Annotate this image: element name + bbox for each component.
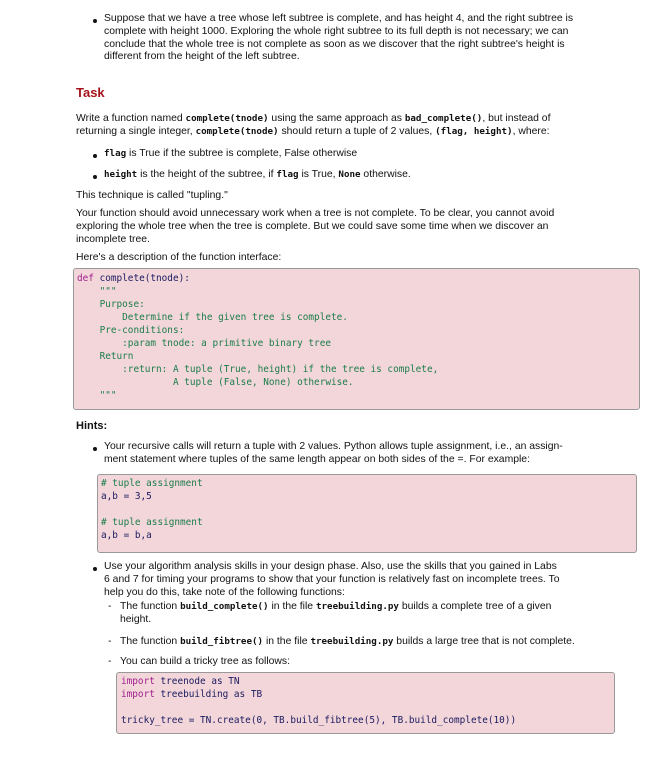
- inline-code: bad_complete(): [404, 113, 483, 124]
- text: , but instead of: [482, 113, 551, 124]
- code-line: a,b = b,a: [101, 530, 152, 541]
- code-line: """: [77, 286, 117, 297]
- text-line: 6 and 7 for timing your programs to show that your function is relatively fast on incomplete trees. To: [104, 573, 560, 585]
- text-line: help you do this, take note of the following functions:: [104, 586, 345, 598]
- tuple-code: [101, 477, 203, 542]
- inline-code: None: [338, 169, 361, 180]
- hint-1-text: [104, 441, 563, 467]
- inline-code: build_fibtree(): [180, 636, 264, 647]
- text-line: [120, 601, 551, 614]
- tupling-note: This technique is called "tupling.": [76, 190, 228, 201]
- code-line: Purpose:: [77, 299, 145, 310]
- text-line: Your recursive calls will return a tuple with 2 values. Python allows tuple assignment, i.e., an assign-: [104, 441, 563, 452]
- text: is the height of the subtree, if: [137, 169, 277, 180]
- text-line: ment statement where tuples of the same length appear on both sides of the =. For example:: [104, 453, 530, 465]
- intro-bullet-text: [104, 13, 573, 64]
- bullet-dot: [93, 567, 97, 571]
- bullet-dot: [93, 175, 97, 179]
- bullet-dot: [93, 447, 97, 451]
- text-line: exploring the whole tree when the tree is complete. But we could save some time when we discover an: [76, 220, 549, 232]
- code-text: treenode as TN: [154, 676, 240, 687]
- text: builds a complete tree of a given: [398, 601, 552, 612]
- text: using the same approach as: [268, 113, 405, 124]
- code-line: tricky_tree = TN.create(0, TB.build_fibtree(5), TB.build_complete(10)): [121, 715, 517, 726]
- text-line: [76, 113, 636, 126]
- code-line: [121, 675, 516, 688]
- dash-marker: -: [108, 656, 112, 667]
- text-line: complete with height 1000. Exploring the whole right subtree to its full depth is not necessary; we can: [104, 25, 569, 37]
- inline-code: complete(tnode): [195, 125, 279, 137]
- hint-2-text: [104, 561, 560, 599]
- code-line: Return: [77, 351, 134, 362]
- inline-code: height: [104, 169, 138, 180]
- task-paragraph-2: [76, 208, 554, 246]
- text-line: [76, 126, 636, 139]
- code-line: [77, 272, 438, 285]
- text: is True,: [298, 169, 339, 180]
- inline-code: build_complete(): [180, 601, 269, 612]
- inline-code: complete(tnode): [185, 113, 269, 124]
- text-line: different from the height of the left subtree.: [104, 51, 300, 63]
- text-line: Suppose that we have a tree whose left subtree is complete, and has height 4, and the right subtree is: [104, 13, 574, 24]
- code-text: treebuilding as TB: [154, 689, 263, 700]
- code-line: :param tnode: a primitive binary tree: [77, 338, 331, 349]
- hints-heading: Hints:: [76, 420, 108, 432]
- code-line: :return: A tuple (True, height) if the tree is complete,: [77, 364, 439, 375]
- bullet-dot: [93, 19, 97, 23]
- text: builds a large tree that is not complete.: [393, 636, 575, 647]
- bullet-dot: [93, 154, 97, 158]
- dash-marker: -: [108, 636, 112, 647]
- text: The function: [120, 601, 181, 612]
- section-heading-task: Task: [76, 85, 105, 100]
- dash-marker: -: [108, 601, 112, 612]
- inline-code: (flag, height): [435, 125, 513, 137]
- sub-bullet-build-fibtree: [120, 636, 575, 649]
- sub-bullet-build-complete: [120, 601, 551, 627]
- code-comment: # tuple assignment: [101, 478, 203, 489]
- code-keyword: import: [121, 689, 155, 700]
- code-line: """: [77, 390, 117, 401]
- text: is True if the subtree is complete, False otherwise: [126, 148, 358, 159]
- text: Write a function named: [76, 113, 186, 124]
- text-line: height.: [120, 613, 152, 625]
- interface-code: [77, 272, 438, 402]
- code-keyword: def: [77, 273, 94, 284]
- text-line: incomplete tree.: [76, 233, 150, 245]
- code-blank-line: [121, 701, 516, 714]
- code-text: complete(tnode):: [93, 273, 190, 284]
- code-line: Determine if the given tree is complete.: [77, 312, 348, 323]
- text: in the file: [263, 636, 311, 647]
- inline-code: flag: [104, 148, 127, 159]
- task-bullet-height: [104, 169, 411, 182]
- code-line: a,b = 3,5: [101, 491, 152, 502]
- text: , where:: [512, 125, 550, 137]
- task-bullet-flag: [104, 148, 357, 161]
- code-keyword: import: [121, 676, 155, 687]
- task-paragraph-3: Here's a description of the function interface:: [76, 252, 282, 263]
- text: The function: [120, 636, 181, 647]
- code-blank-line: [101, 503, 203, 516]
- text-line: Your function should avoid unnecessary work when a tree is not complete. To be clear, you cannot avoid: [76, 208, 555, 219]
- text: returning a single integer,: [76, 125, 196, 137]
- code-line: [121, 688, 516, 701]
- text-line: Use your algorithm analysis skills in your design phase. Also, use the skills that you gained in Labs: [104, 561, 557, 572]
- inline-code: flag: [276, 169, 299, 180]
- code-line: A tuple (False, None) otherwise.: [77, 377, 354, 388]
- tricky-code: [121, 675, 516, 727]
- inline-code: treebuilding.py: [310, 636, 394, 647]
- code-line: Pre-conditions:: [77, 325, 185, 336]
- inline-code: treebuilding.py: [315, 601, 399, 612]
- sub-bullet-tricky-tree: You can build a tricky tree as follows:: [120, 656, 290, 667]
- text: otherwise.: [360, 169, 411, 180]
- task-paragraph: [76, 113, 636, 139]
- text-line: conclude that the whole tree is not complete as soon as we discover that the right subtree's height is: [104, 38, 565, 50]
- text: in the file: [268, 601, 316, 612]
- code-comment: # tuple assignment: [101, 517, 203, 528]
- text: should return a tuple of 2 values,: [278, 125, 436, 137]
